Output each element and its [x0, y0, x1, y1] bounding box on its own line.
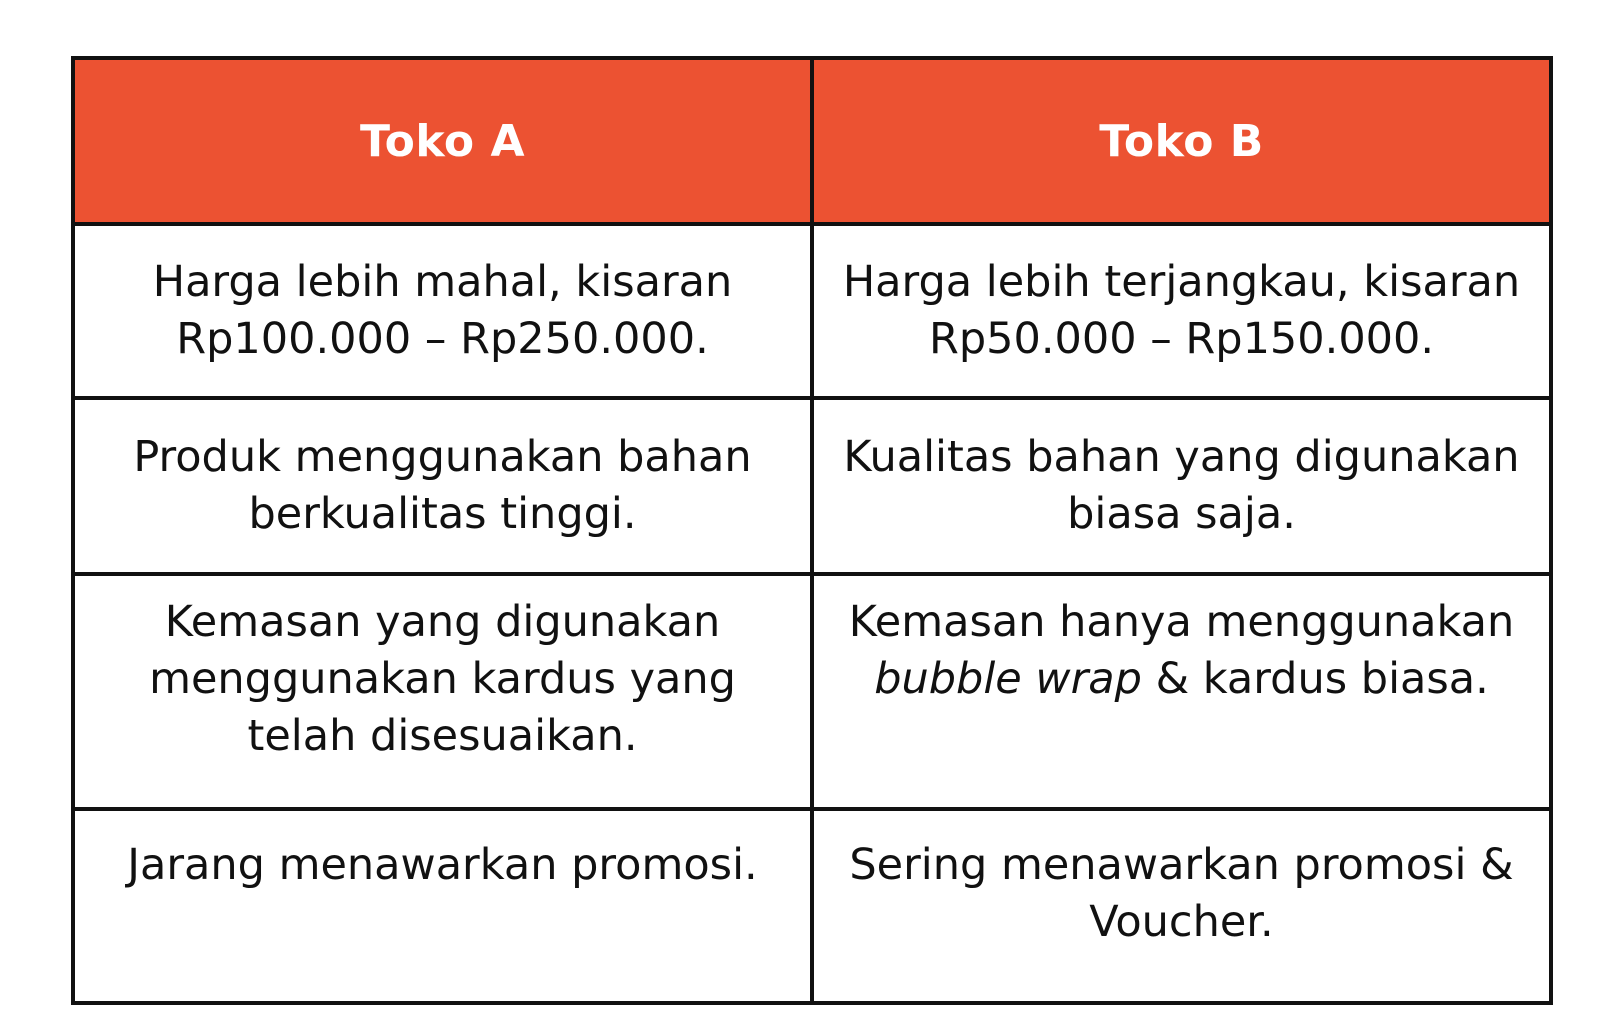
bubble-wrap-text: bubble wrap — [874, 654, 1142, 704]
packaging-suffix-text: & kardus biasa. — [1155, 654, 1489, 704]
cell-toko-b-price: Harga lebih terjangkau, kisaran Rp50.000 – Rp150.000. — [812, 224, 1551, 398]
table-row — [73, 224, 1551, 398]
table-row — [73, 809, 1551, 1003]
table-header-row — [73, 58, 1551, 224]
cell-toko-a-promo: Jarang menawarkan promosi. — [73, 809, 812, 1003]
comparison-table-container — [71, 56, 1553, 971]
cell-toko-a-packaging: Kemasan yang digunakan menggunakan kardus yang telah disesuaikan. — [73, 574, 812, 809]
packaging-prefix-text: Kemasan hanya menggunakan — [848, 597, 1515, 647]
cell-toko-b-quality: Kualitas bahan yang digunakan biasa saja. — [812, 398, 1551, 574]
cell-toko-b-promo: Sering menawarkan promosi & Voucher. — [812, 809, 1551, 1003]
header-toko-b: Toko B — [812, 58, 1551, 224]
store-comparison-table — [71, 56, 1553, 1005]
cell-toko-a-price: Harga lebih mahal, kisaran Rp100.000 – Rp250.000. — [73, 224, 812, 398]
table-row — [73, 574, 1551, 809]
header-toko-a: Toko A — [73, 58, 812, 224]
table-row — [73, 398, 1551, 574]
cell-toko-b-packaging — [812, 574, 1551, 809]
cell-toko-a-quality: Produk menggunakan bahan berkualitas tinggi. — [73, 398, 812, 574]
